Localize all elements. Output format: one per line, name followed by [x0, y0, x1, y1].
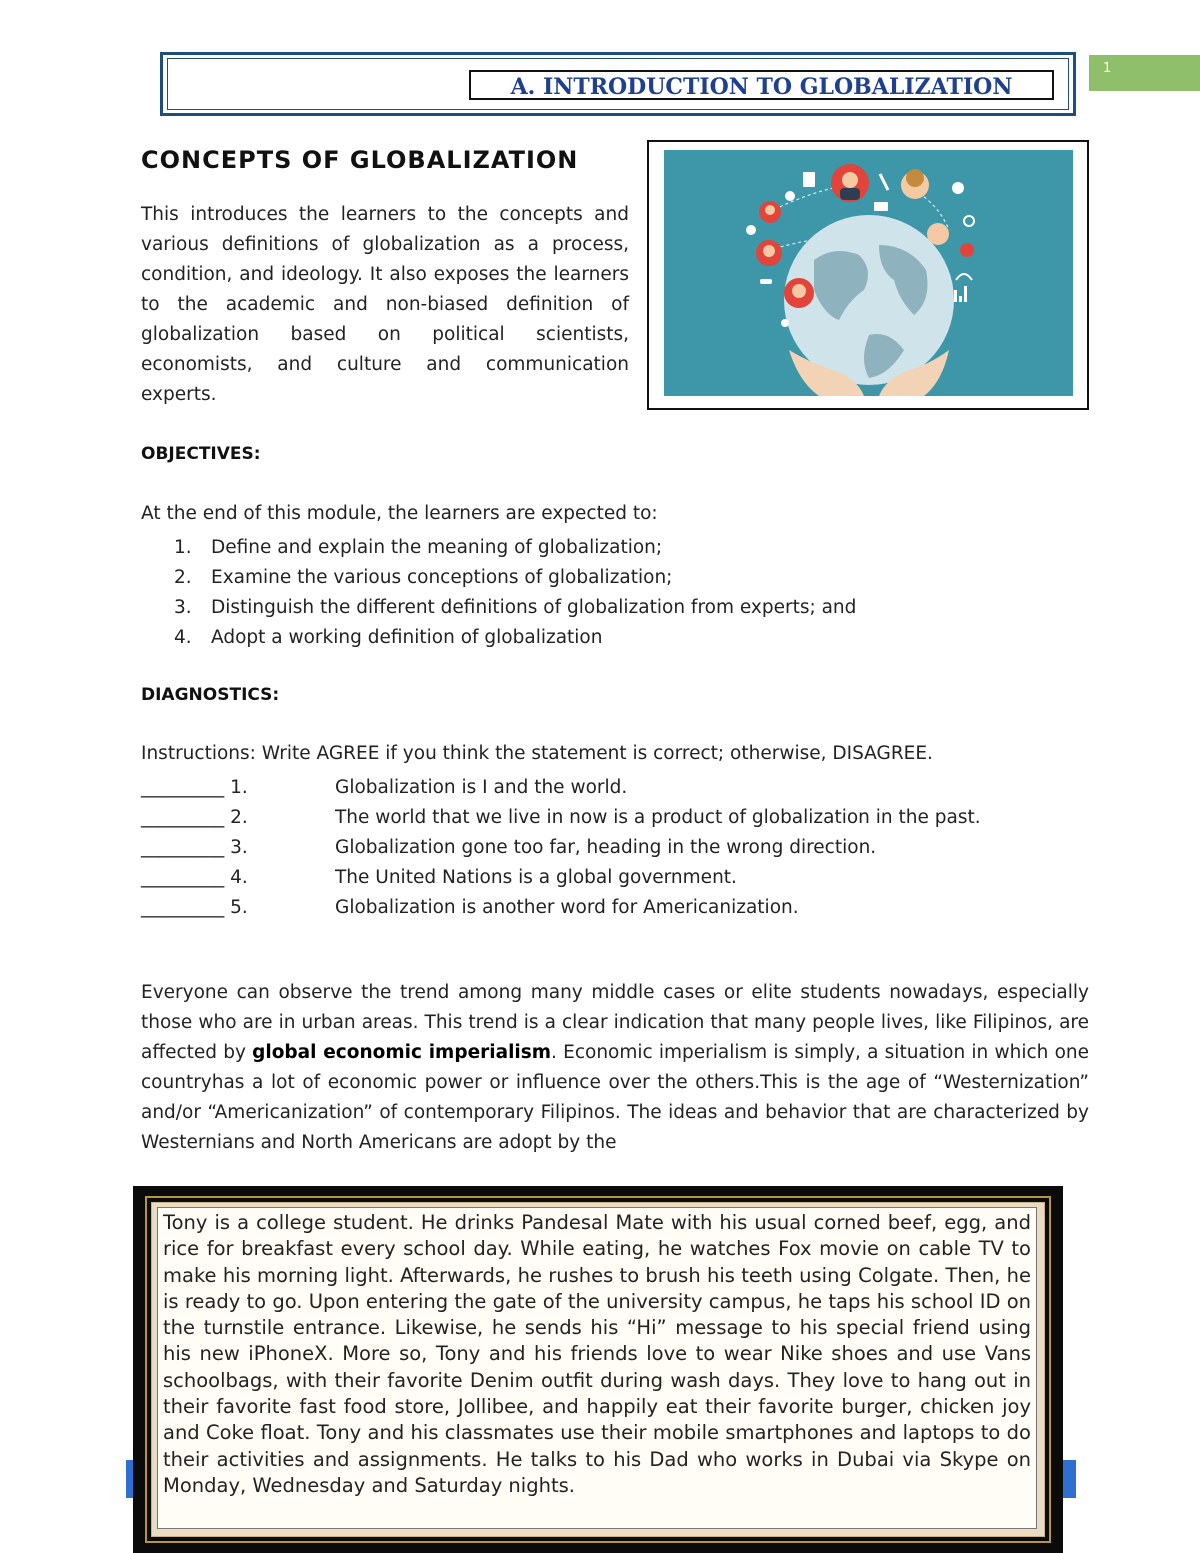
diagnostic-item — [141, 833, 981, 863]
answer-blank[interactable]: _________ 1. — [141, 777, 248, 798]
objective-text: Define and explain the meaning of globalization; — [211, 537, 663, 558]
diagnostic-item — [141, 803, 981, 833]
section-title: A. INTRODUCTION TO GLOBALIZATION — [469, 70, 1054, 100]
diagnostic-statement: The world that we live in now is a product of globalization in the past. — [335, 807, 981, 828]
diagnostic-statement: Globalization is another word for Americanization. — [335, 897, 799, 918]
diagnostic-statement: The United Nations is a global government. — [335, 867, 737, 888]
diagnostic-item — [141, 893, 981, 923]
objectives-list — [174, 533, 856, 653]
body-paragraph — [141, 978, 1089, 1158]
objective-item — [174, 563, 856, 593]
objective-number: 1. — [174, 537, 192, 558]
answer-blank[interactable]: _________ 4. — [141, 867, 248, 888]
diagnostics-instructions: Instructions: Write AGREE if you think the statement is correct; otherwise, DISAGREE. — [141, 743, 933, 764]
globalization-illustration — [664, 150, 1073, 396]
diagnostic-statement: Globalization gone too far, heading in the wrong direction. — [335, 837, 877, 858]
diagnostic-item — [141, 773, 981, 803]
page-number-badge: 1 — [1089, 55, 1200, 91]
body-text-bold: global economic imperialism — [252, 1042, 552, 1063]
objectives-heading: OBJECTIVES: — [141, 444, 261, 464]
objectives-lead-text: At the end of this module, the learners are expected to: — [141, 503, 658, 524]
answer-blank[interactable]: _________ 3. — [141, 837, 248, 858]
objective-number: 3. — [174, 597, 192, 618]
body-text-part1: Everyone can observe the trend among many middle cases or elite students nowadays, especially those who are in urban areas. This trend is a clear indication that many people lives, like Filipinos, are affected by — [141, 982, 1089, 1063]
objective-item — [174, 593, 856, 623]
intro-paragraph: This introduces the learners to the concepts and various definitions of globalization as a process, condition, and ideology. It also exposes the learners to the academic and non-biased definition of globalization based on political scientists, economists, and culture and communication experts. — [141, 204, 629, 405]
story-text: Tony is a college student. He drinks Pandesal Mate with his usual corned beef, egg, and rice for breakfast every school day. While eating, he watches Fox movie on cable TV to make his morning light. Afterwards, he rushes to brush his teeth using Colgate. Then, he is ready to go. Upon entering the gate of the university campus, he taps his school ID on the turnstile entrance. Likewise, he sends his “Hi” message to his special friend using his new iPhoneX. More so, Tony and his friends love to wear Nike shoes and use Vans schoolbags, with their favorite Denim outfit during wash days. They love to hang out in their favorite fast food store, Jollibee, and happily eat their favorite burger, chicken joy and Coke float. Tony and his classmates use their mobile smartphones and laptops to do their activities and assignments. He talks to his Dad who works in Dubai via Skype on Monday, Wednesday and Saturday nights. — [163, 1211, 1031, 1497]
concepts-heading: CONCEPTS OF GLOBALIZATION — [141, 146, 579, 174]
answer-blank[interactable]: _________ 2. — [141, 807, 248, 828]
diagnostics-heading: DIAGNOSTICS: — [141, 685, 280, 705]
objective-item — [174, 533, 856, 563]
objective-text: Adopt a working definition of globalization — [211, 627, 603, 648]
right-footer-bar — [1062, 1460, 1076, 1498]
diagnostics-list — [141, 773, 981, 923]
objective-item — [174, 623, 856, 653]
objective-number: 2. — [174, 567, 192, 588]
body-text-part2: . Economic imperialism is simply, a situation in which one countryhas a lot of economic power or influence over the others.This is the age of “Westernization” and/or “Americanization” of contemporary Filipinos. The ideas and behavior that are characterized by Westernians and North Americans are adopt by the — [141, 1042, 1089, 1153]
objective-number: 4. — [174, 627, 192, 648]
diagnostic-item — [141, 863, 981, 893]
objective-text: Examine the various conceptions of globalization; — [211, 567, 673, 588]
answer-blank[interactable]: _________ 5. — [141, 897, 248, 918]
objective-text: Distinguish the different definitions of globalization from experts; and — [211, 597, 857, 618]
diagnostic-statement: Globalization is I and the world. — [335, 777, 628, 798]
